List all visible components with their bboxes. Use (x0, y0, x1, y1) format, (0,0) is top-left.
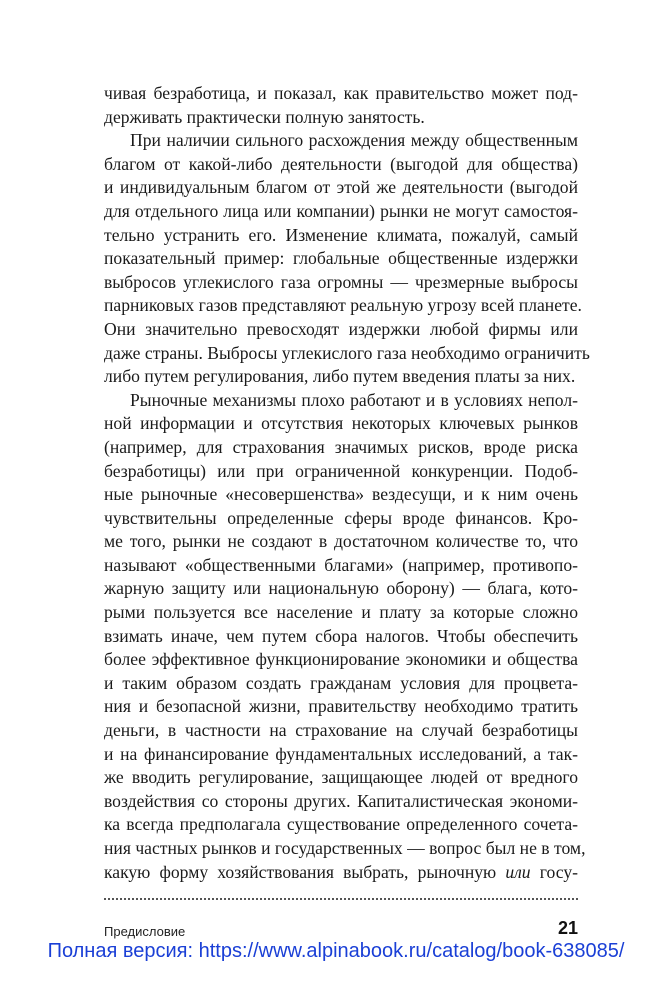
text-line-content: деньги, в частности на страхование на случай безработицы (104, 720, 578, 741)
text-line (104, 695, 578, 719)
text-line (104, 601, 578, 625)
text-line-content: же вводить регулирование, защищающее людей от вредного (104, 767, 578, 788)
text-line-content: ка всегда предполагала существование определенного сочета- (104, 814, 578, 835)
text-line (104, 743, 578, 767)
text-line (104, 554, 578, 578)
text-line-content: чивая безработица, и показал, как правительство может под- (104, 83, 578, 103)
text-line (104, 507, 578, 531)
text-line (104, 766, 578, 790)
text-line (104, 200, 578, 224)
page-body-text (104, 82, 590, 884)
text-line (104, 318, 578, 342)
text-line (104, 294, 582, 318)
text-line-content: и на финансирование фундаментальных исследований, а так- (104, 743, 578, 764)
text-line (104, 153, 578, 177)
text-line (104, 790, 578, 814)
text-line (104, 672, 578, 696)
text-line-content: ные рыночные «несовершенства» вездесущи, и к ним очень (104, 484, 578, 505)
text-line-content: взимать иначе, чем путем сбора налогов. Чтобы обеспечить (104, 625, 578, 646)
text-line-content: даже страны. Выбросы углекислого газа необходимо ограничить (104, 342, 590, 363)
text-line (104, 365, 578, 389)
footer-divider (104, 898, 578, 900)
text-line-content: выбросов углекислого газа огромны — чрезмерные выбросы (104, 271, 578, 292)
text-line-content: При наличии сильного расхождения между общественным (130, 130, 578, 151)
text-line (104, 106, 578, 130)
text-line-content: безработицы) или при ограниченной конкуренции. Подоб- (104, 460, 578, 481)
text-line (104, 813, 578, 837)
text-line-content: Они значительно превосходят издержки любой фирмы или (104, 318, 578, 339)
text-line-content: показательный пример: глобальные общественные издержки (104, 248, 578, 269)
text-line-content: ния частных рынков и государственных — вопрос был не в том, (104, 838, 586, 858)
text-line (104, 460, 578, 484)
text-line (104, 412, 578, 436)
text-line-content: парниковых газов представляют реальную угрозу всей планете. (104, 295, 582, 316)
text-line-content: ния и безопасной жизни, правительству необходимо тратить (104, 696, 578, 717)
text-line-content: (например, для страхования значимых рисков, вроде риска (104, 436, 578, 457)
text-line (104, 176, 578, 200)
text-line (104, 530, 578, 554)
text-line-continuation: госу- (530, 861, 578, 882)
text-line (104, 719, 578, 743)
text-line-content: ной информации и отсутствия некоторых ключевых рынков (104, 413, 578, 434)
text-line-content: Рыночные механизмы плохо работают и в условиях непол- (130, 389, 578, 410)
text-line-content: тельно устранить его. Изменение климата, пожалуй, самый (104, 224, 578, 245)
text-line (104, 577, 578, 601)
text-line (104, 82, 578, 106)
text-line-content: благом от какой-либо деятельности (выгодой для общества) (104, 153, 578, 174)
text-line-content: называют «общественными благами» (например, противопо- (104, 554, 578, 575)
text-line-content: рыми пользуется все население и плату за которые сложно (104, 602, 578, 623)
text-line (104, 861, 578, 885)
text-line (104, 224, 578, 248)
text-line (104, 625, 578, 649)
text-line-content: и таким образом создать гражданам условия для процвета- (104, 672, 578, 693)
text-line (104, 389, 578, 413)
text-line-content: более эффективное функционирование экономики и общества (104, 649, 578, 670)
page-number: 21 (557, 918, 578, 938)
text-line (104, 648, 578, 672)
text-line-content: держивать практически полную занятость. (104, 106, 425, 127)
emphasis-word: или (505, 861, 531, 882)
text-line-content: для отдельного лица или компании) рынки не могут самостоя- (104, 200, 578, 221)
text-line-content: и индивидуальным благом от этой же деятельности (выгодой (104, 177, 578, 198)
text-line-content: чувствительны определенные сферы вроде финансов. Кро- (104, 507, 578, 528)
text-line (104, 483, 578, 507)
text-line-content: жарную защиту или национальную оборону) — блага, кото- (104, 578, 578, 599)
full-version-link[interactable]: Полная версия: https://www.alpinabook.ru/catalog/book-638085/ (47, 940, 625, 962)
text-line-content: воздействия со стороны других. Капиталистическая экономи- (104, 790, 578, 811)
text-line (104, 247, 578, 271)
text-line (104, 436, 578, 460)
text-line (104, 837, 586, 861)
text-line (104, 271, 578, 295)
text-line (104, 342, 590, 366)
text-line (104, 129, 578, 153)
text-line-content: какую форму хозяйствования выбрать, рыночную (104, 861, 506, 882)
running-footer-section: Предисловие (104, 924, 186, 939)
text-line-content: ме того, рынки не создают в достаточном количестве то, что (104, 531, 578, 552)
text-line-content: либо путем регулирования, либо путем введения платы за них. (104, 366, 576, 387)
